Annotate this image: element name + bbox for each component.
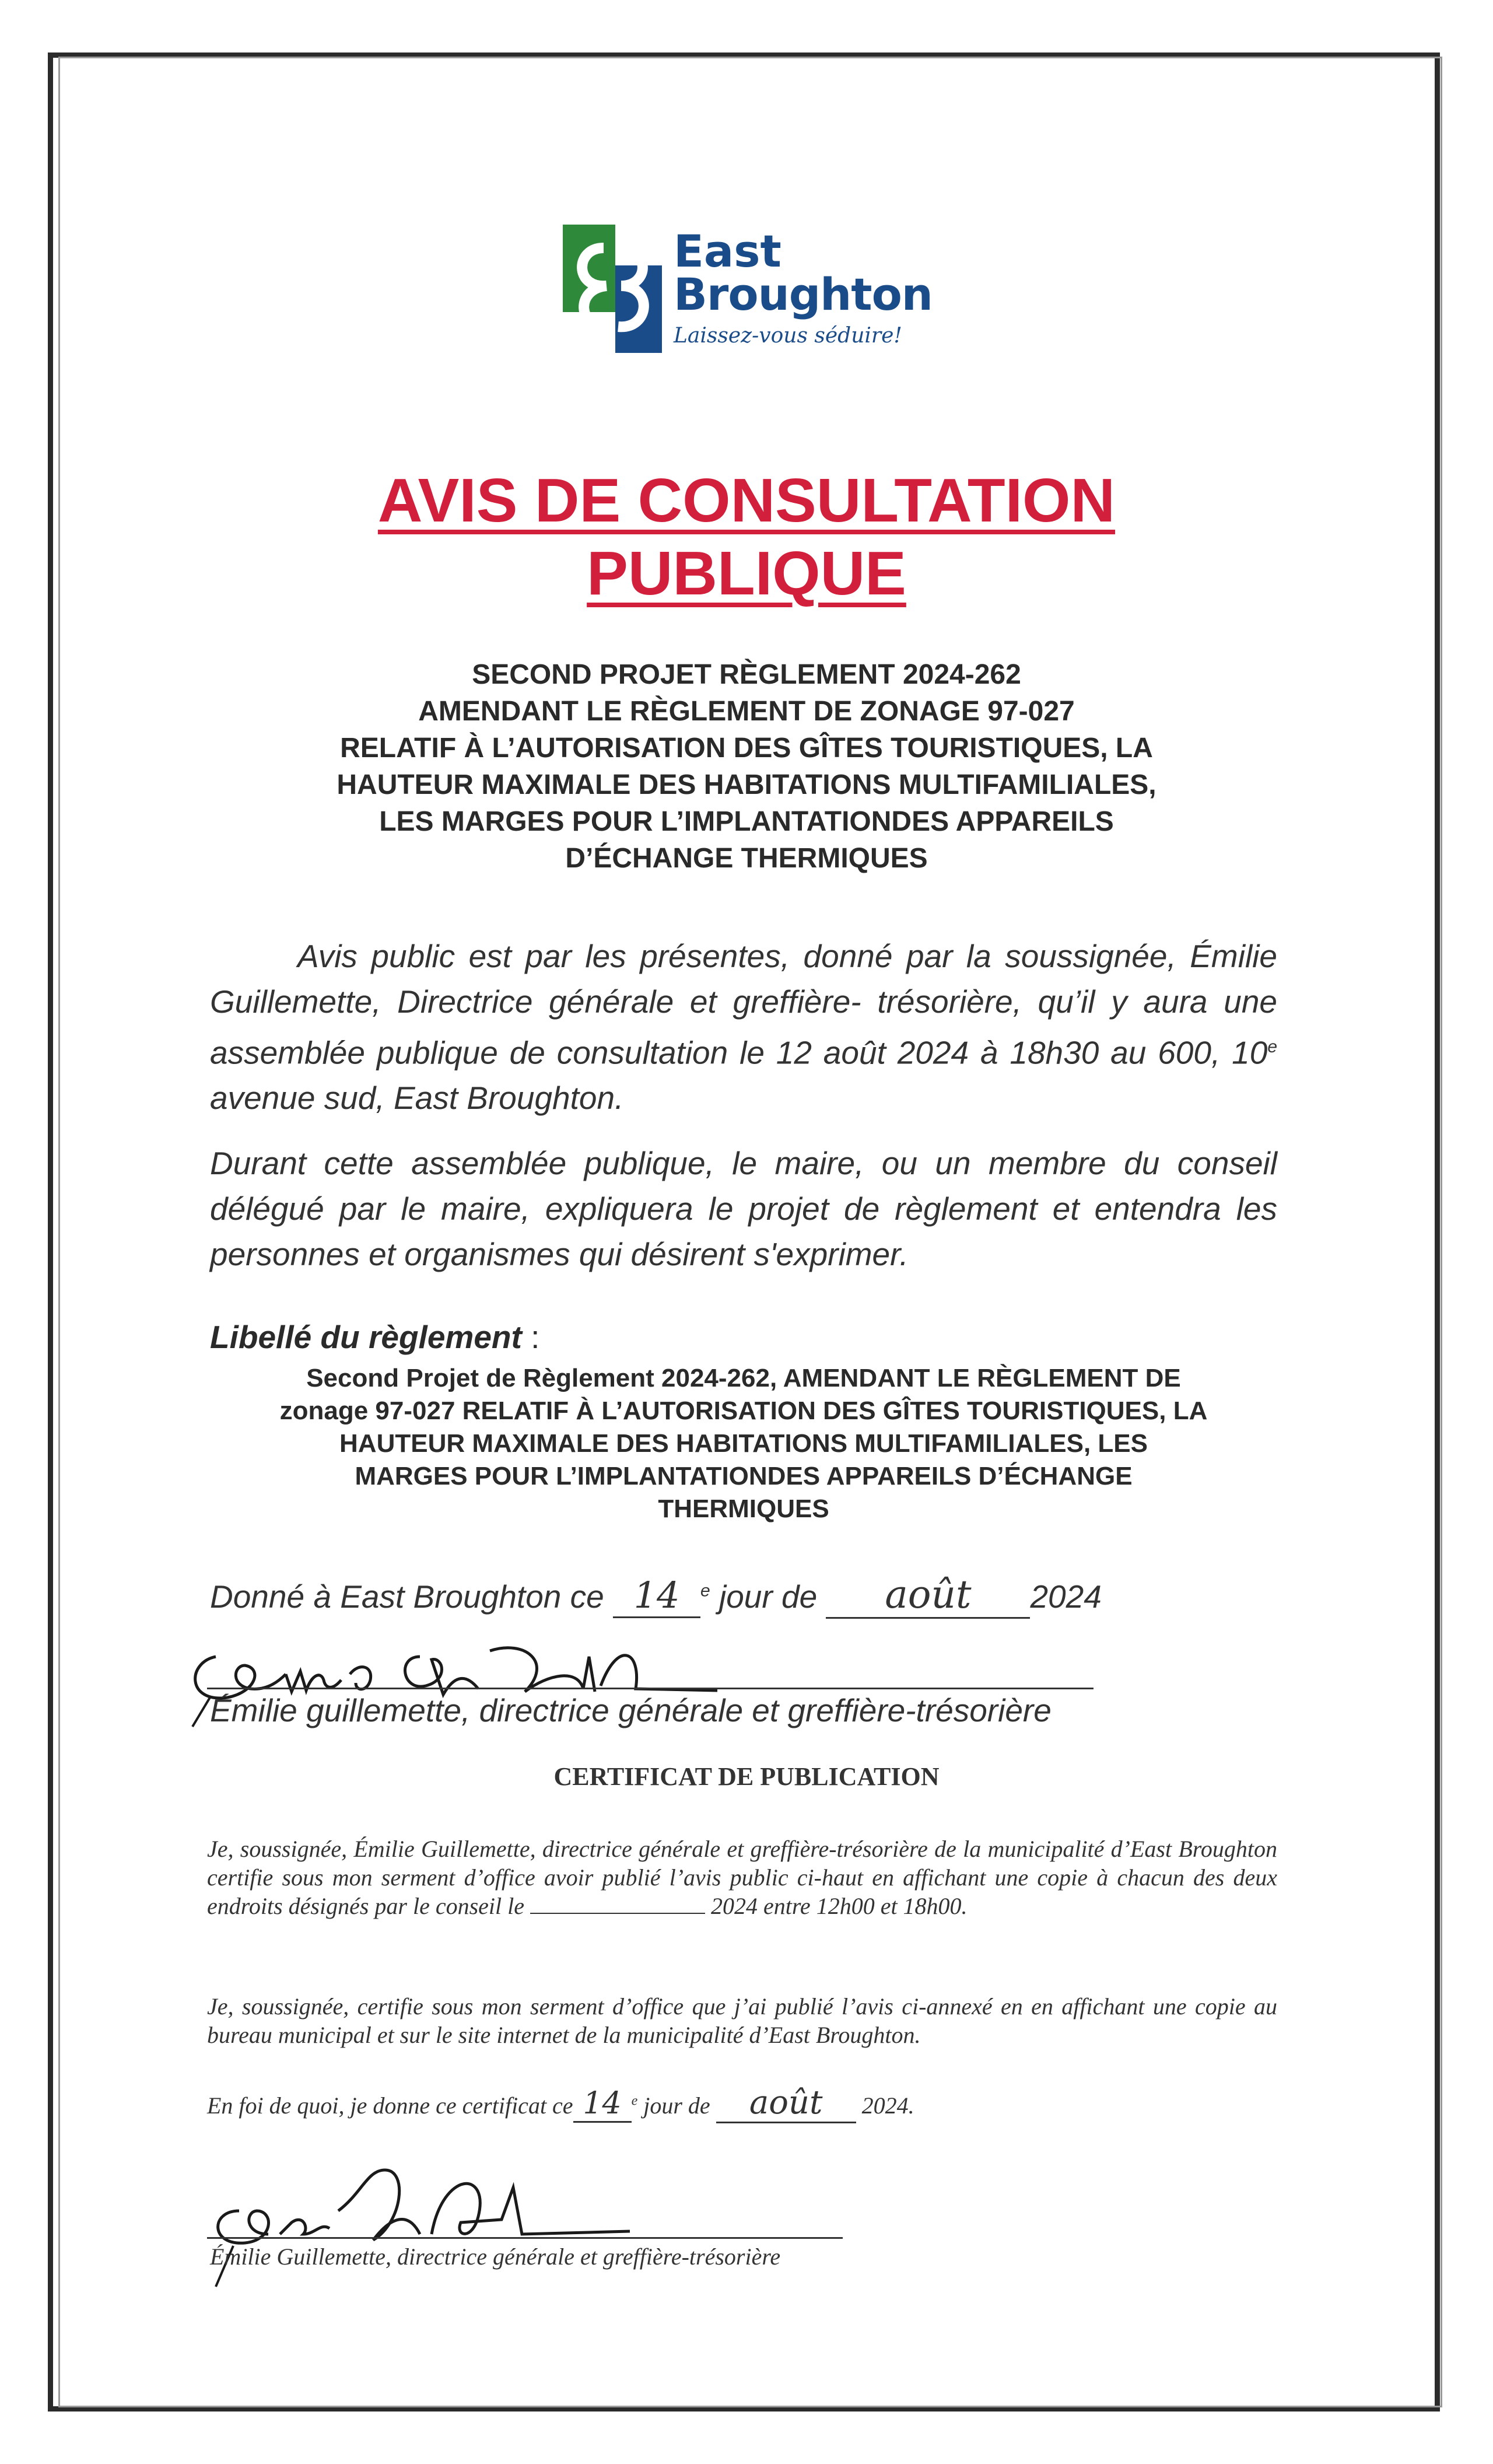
subtitle-line: D’ÉCHANGE THERMIQUES	[565, 843, 928, 874]
libelle-line: Second Projet de Règlement 2024-262, AMENDANT LE RÈGLEMENT DE	[306, 1364, 1181, 1392]
faith-month-handwritten: août	[716, 2084, 856, 2123]
signatory-1-name: Émilie guillemette, directrice générale et greffière-trésorière	[210, 1692, 1052, 1728]
given-day-handwritten: 14	[613, 1574, 700, 1618]
notice-title-line-2: PUBLIQUE	[587, 539, 906, 608]
certificate-paragraph-2: Je, soussignée, certifie sous mon serment d’office que j’ai publié l’avis ci-annexé en en affichant une copie au bureau municipal et sur le site internet de la municipalité d’East Broughton.	[207, 1993, 1277, 2048]
subtitle-line: RELATIF À L’AUTORISATION DES GÎTES TOURISTIQUES, LA	[340, 733, 1153, 764]
given-mid: jour de	[719, 1578, 818, 1615]
libelle-line: HAUTEUR MAXIMALE DES HABITATIONS MULTIFAMILIALES, LES	[339, 1429, 1148, 1458]
notice-title-line-1: AVIS DE CONSULTATION	[377, 466, 1116, 535]
east-broughton-logo	[563, 225, 936, 359]
given-prefix: Donné à East Broughton ce	[210, 1578, 604, 1615]
faith-day-handwritten: 14	[573, 2086, 632, 2123]
logo-name-east: East	[674, 225, 781, 277]
subtitle-line: LES MARGES POUR L’IMPLANTATIONDES APPAREILS	[379, 806, 1114, 837]
subtitle-line: SECOND PROJET RÈGLEMENT 2024-262	[472, 659, 1021, 690]
notice-paragraph-2: Durant cette assemblée publique, le maire, ou un membre du conseil délégué par le maire, expliquera le projet de règlement et entendra les personnes et organismes qui désirent s'exprimer.	[210, 1145, 1277, 1272]
notice-paragraph-1: Avis public est par les présentes, donné par la soussignée, Émilie Guillemette, Directrice générale et greffière- trésorière, qu’il y aura une assemblée publique de consultation le 12 août 2024 à 18h30 au 600, 10e avenue sud, East Broughton.	[210, 938, 1277, 1116]
logo-eb-mark-icon	[563, 225, 668, 353]
signature-line-2	[207, 2237, 843, 2239]
libelle-heading: Libellé du règlement :	[210, 1319, 540, 1355]
signature-line-1	[207, 1688, 1094, 1689]
libelle-line: MARGES POUR L’IMPLANTATIONDES APPAREILS D’ÉCHANGE	[355, 1462, 1133, 1490]
certificate-paragraph-1: Je, soussignée, Émilie Guillemette, directrice générale et greffière-trésorière de la municipalité d’East Broughton certifie sous mon serment d’office avoir publié l’avis public ci-haut en affichant une copie à chacun des deux endroits désignés par le conseil le 2024 entre 12h00 et 18h00.	[207, 1836, 1277, 1919]
certificate-title: CERTIFICAT DE PUBLICATION	[553, 1762, 940, 1791]
signature-2	[187, 2147, 712, 2298]
libelle-line: zonage 97-027 RELATIF À L’AUTORISATION DES GÎTES TOURISTIQUES, LA	[279, 1396, 1208, 1425]
logo-tagline: Laissez-vous séduire!	[674, 324, 902, 348]
bylaw-subtitle	[175, 656, 1318, 877]
subtitle-line: AMENDANT LE RÈGLEMENT DE ZONAGE 97-027	[418, 696, 1075, 727]
libelle-line: THERMIQUES	[658, 1494, 829, 1523]
logo-name-broughton: Broughton	[674, 268, 933, 320]
blank-date-line	[530, 1913, 705, 1914]
subtitle-line: HAUTEUR MAXIMALE DES HABITATIONS MULTIFAMILIALES,	[337, 769, 1156, 800]
signatory-2-name: Émilie Guillemette, directrice générale et greffière-trésorière	[210, 2244, 781, 2270]
libelle-text	[210, 1362, 1277, 1525]
given-year: 2024	[1030, 1578, 1102, 1615]
given-month-handwritten: août	[826, 1572, 1030, 1619]
given-date-line: Donné à East Broughton ce 14 $^e$ jour de août 2024	[210, 1572, 1102, 1619]
certificate-faith-line: En foi de quoi, je donne ce certificat ce 14 $^e$ jour de août 2024.	[207, 2084, 914, 2123]
